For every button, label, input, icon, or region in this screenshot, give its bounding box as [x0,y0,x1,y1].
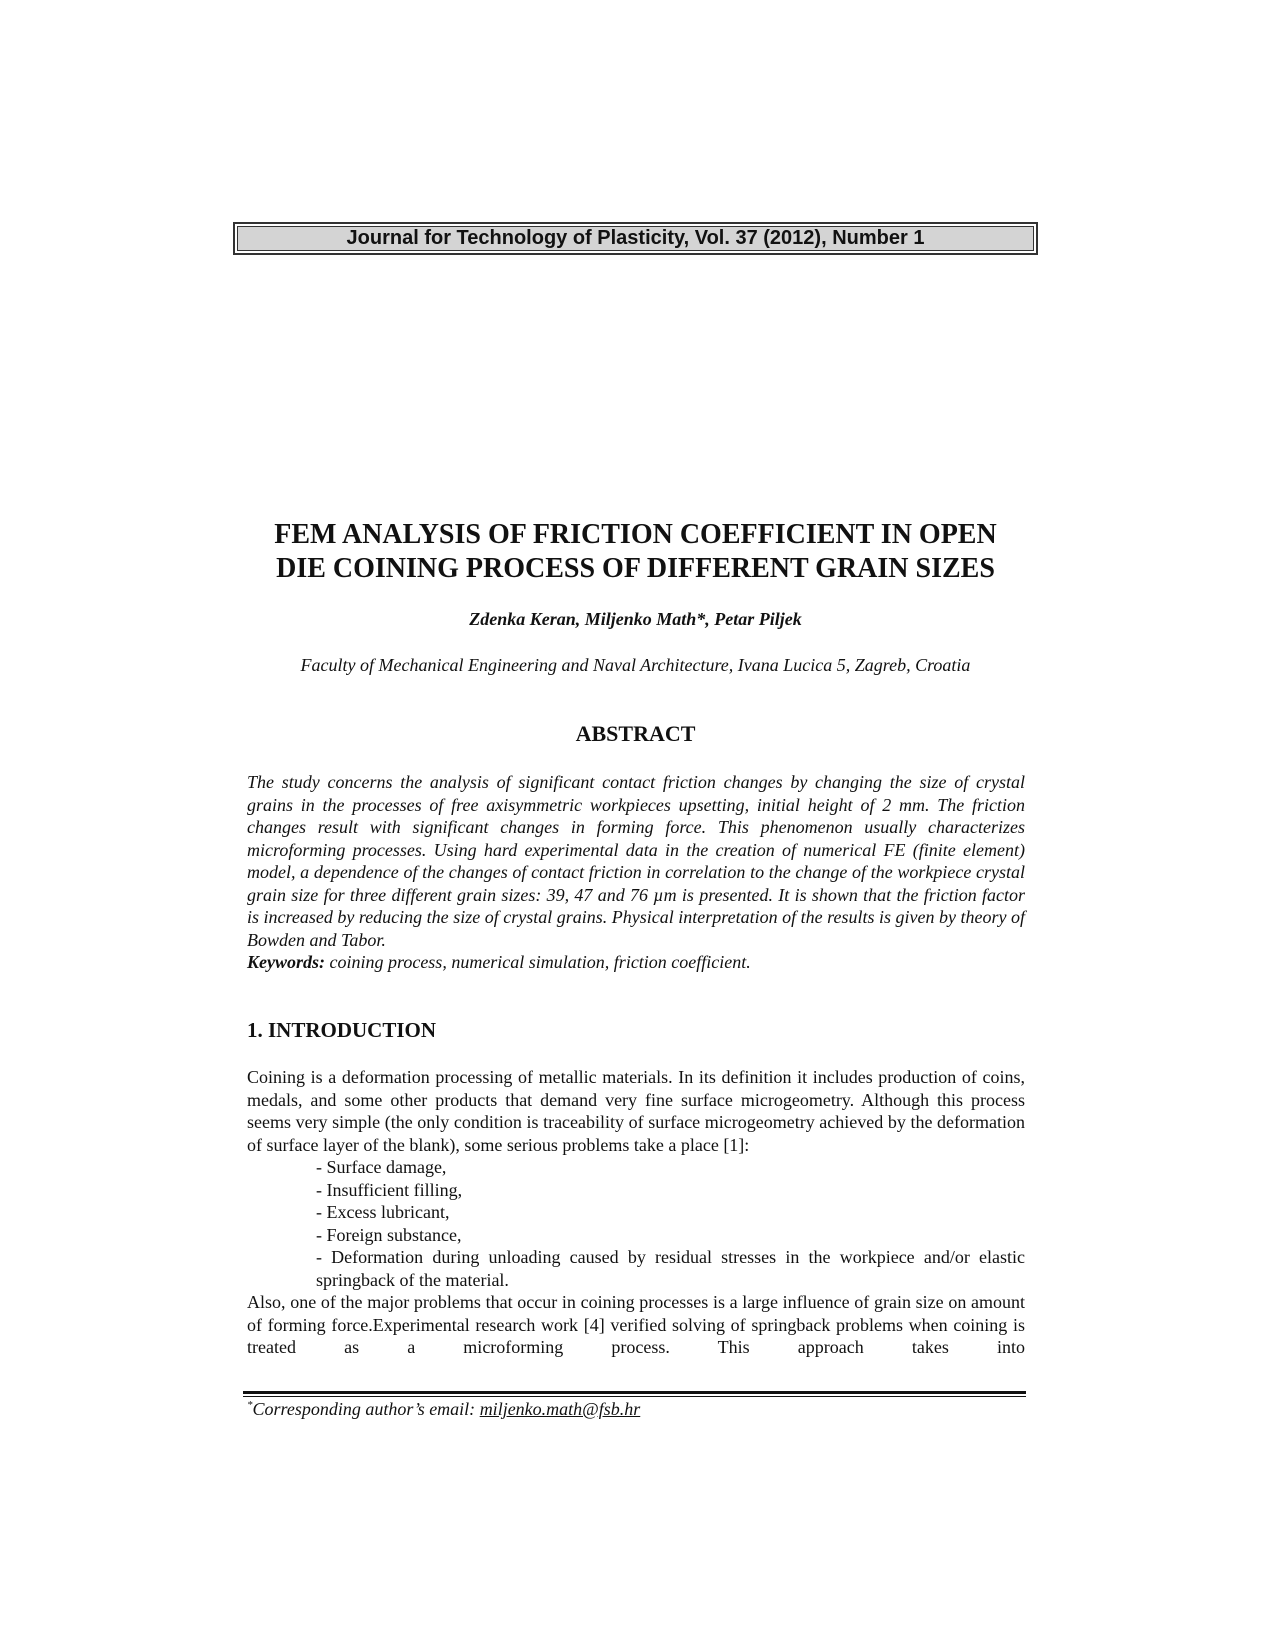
email-link[interactable]: miljenko.math@fsb.hr [479,1399,641,1419]
intro-paragraph-2: Also, one of the major problems that occur in coining processes is a large influence of grain size on amount of forming force.Experimental research work [4] verified solving of springback problems when coining is treated as a microforming process. This approach takes into [247,1292,1025,1357]
abstract-text: The study concerns the analysis of significant contact friction changes by changing the size of crystal grains in the processes of free axisymmetric workpieces upsetting, initial height of 2 mm. The friction changes result with significant changes in forming force. This phenomenon usually characterizes microforming processes. Using hard experimental data in the creation of numerical FE (finite element) model, a dependence of the changes of contact friction in correlation to the change of the workpiece crystal grain size for three different grain sizes: 39, 47 and 76 µm is presented. It is shown that the friction factor is increased by reducing the size of crystal grains. Physical interpretation of the results is given by theory of Bowden and Tabor. [247,772,1025,950]
footnote-rule [243,1391,1026,1394]
footnote-marker: * [247,1399,253,1411]
footnote-label: Corresponding author’s email: [252,1399,480,1419]
list-item: - Insufficient filling, [316,1179,463,1200]
section-heading-introduction: 1. INTRODUCTION [247,1018,437,1042]
paper-title [233,518,1038,586]
list-item: - Deformation during unloading caused by residual stresses in the workpiece and/or elastic springback of the material. [316,1247,1025,1290]
abstract-heading: ABSTRACT [575,721,696,746]
title-line-1: FEM ANALYSIS OF FRICTION COEFFICIENT IN OPEN [274,519,997,550]
authors: Zdenka Keran, Miljenko Math*, Petar Piljek [469,609,802,629]
list-item: - Excess lubricant, [316,1202,450,1222]
affiliation: Faculty of Mechanical Engineering and Naval Architecture, Ivana Lucica 5, Zagreb, Croatia [300,655,971,675]
journal-header-box [233,222,1038,255]
keywords-text: coining process, numerical simulation, friction coefficient. [325,952,751,972]
list-item: - Foreign substance, [316,1224,462,1245]
list-item: - Surface damage, [316,1157,447,1177]
footnote [247,1399,640,1420]
keywords [247,951,1025,974]
problems-list [316,1156,1025,1291]
title-line-2: DIE COINING PROCESS OF DIFFERENT GRAIN SIZES [276,553,995,584]
keywords-label: Keywords: [247,952,325,972]
footnote-rule-thin [243,1396,1026,1397]
journal-header: Journal for Technology of Plasticity, Vol. 37 (2012), Number 1 [237,226,1034,251]
intro-paragraph-1: Coining is a deformation processing of metallic materials. In its definition it includes production of coins, medals, and some other products that demand very fine surface microgeometry. Although this process seems very simple (the only condition is traceability of surface microgeometry achieved by the deformation of surface layer of the blank), some serious problems take a place [1]: [247,1067,1025,1155]
